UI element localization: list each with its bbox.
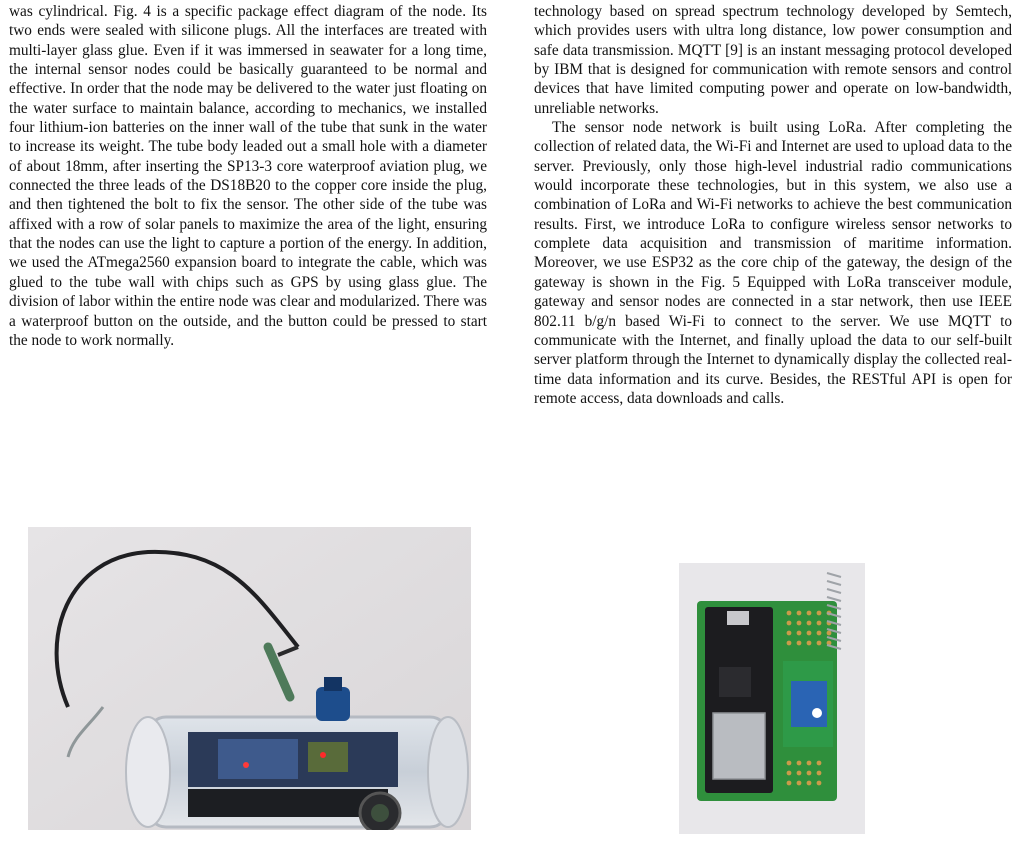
left-paragraph: was cylindrical. Fig. 4 is a specific package effect diagram of the node. Its two ends were sealed with silicone plugs. All the interfaces are treated with multi-layer glass glue. Even if it was immersed in seawater for a long time, the internal sensor nodes could be basically guaranteed to be normal and effective. In order that the node may be delivered to the water just floating on the water surface to maintain balance, according to mechanics, we installed four lithium-ion batteries on the inner wall of the tube that sunk in the water to increase its weight. The tube body leaded out a small hole with a diameter of about 18mm, after inserting the SP13-3 core waterproof aviation plug, we connected the three leads of the DS18B20 to the copper core inside the plug, and then tightened the bolt to fix the sensor. The other side of the tube was affixed with a row of solar panels to maximize the area of the light, ensuring that the nodes can use the light to capture a portion of the energy. In addition, we used the ATmega2560 expansion board to integrate the cable, which was glued to the tube wall with chips such as GPS by using glass glue. The division of labor within the entire node was clear and modularized. There was a waterproof button on the outside, and the button could be pressed to start the node to work normally. xyxy=(9,3,487,349)
right-column xyxy=(534,2,1012,408)
right-paragraph-1: technology based on spread spectrum technology developed by Semtech, which provides users with ultra long distance, low power consumption and safe data transmission. MQTT [9] is an instant messaging protocol developed by IBM that is designed for communication with remote sensors and control devices that have limited computing power and operate on low-bandwidth, unreliable networks. xyxy=(534,3,1012,117)
sensor-node-photo xyxy=(28,527,471,830)
right-paragraph-2: The sensor node network is built using LoRa. After completing the collection of related data, the Wi-Fi and Internet are used to upload data to the server. Previously, only those high-level industrial radio communications would incorporate these technologies, but in this system, we also use a combination of LoRa and Wi-Fi networks to achieve the best communication results. First, we introduce LoRa to configure wireless sensor networks to complete data acquisition and transmission of maritime information. Moreover, we use ESP32 as the core chip of the gateway, the design of the gateway is shown in the Fig. 5 Equipped with LoRa transceiver module, gateway and sensor nodes are connected in a star network, then use IEEE 802.11 b/g/n based Wi-Fi to connect to the server. We use MQTT to communicate with the Internet, and finally upload the data to our self-built server platform through the Internet to dynamically display the collected real-time data information and its curve. Besides, the RESTful API is open for remote access, data downloads and calls. xyxy=(534,119,1012,407)
left-column xyxy=(9,2,487,350)
gateway-board-photo xyxy=(679,563,865,834)
